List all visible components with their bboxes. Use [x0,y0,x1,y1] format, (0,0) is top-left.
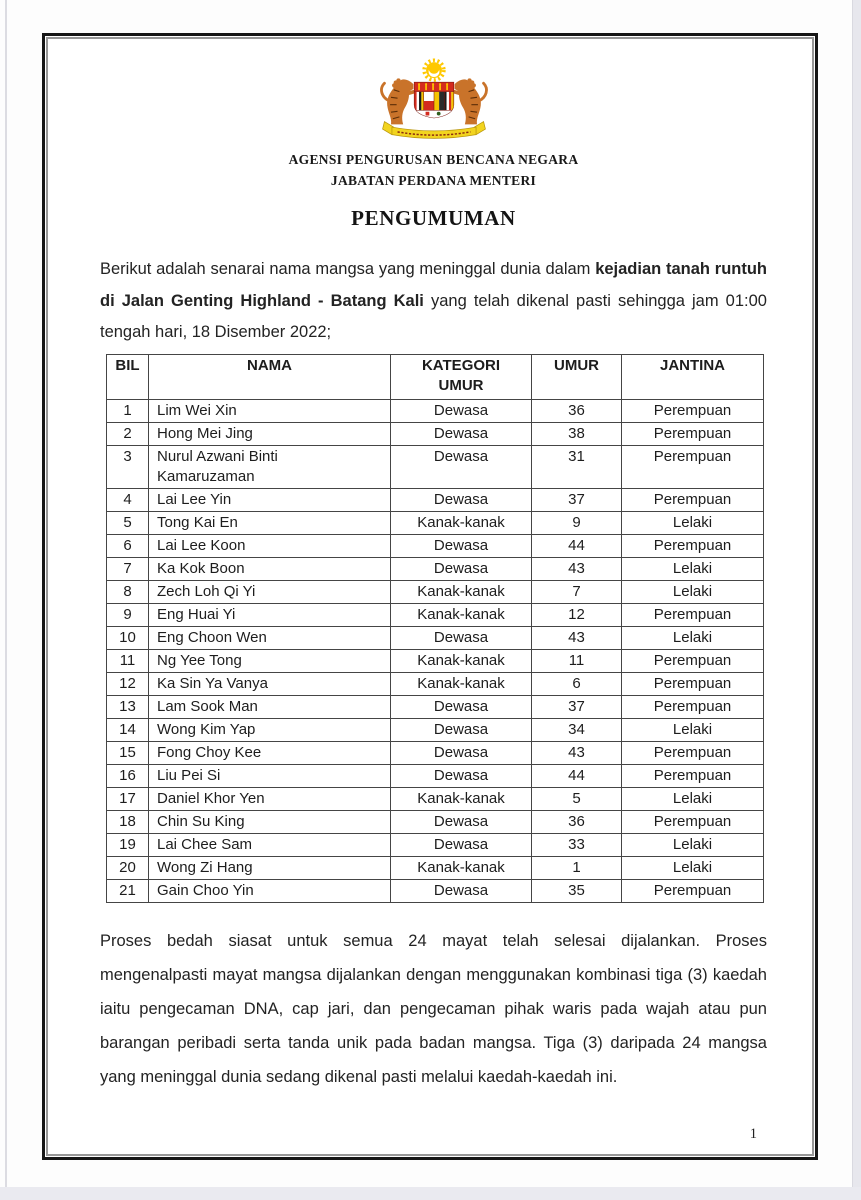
victim-name-text: Wong Kim Yap [157,720,256,738]
cell-umur: 43 [532,557,622,580]
cell-jantina: Perempuan [622,445,764,488]
cell-kategori-umur: Dewasa [391,695,532,718]
table-row [107,422,764,445]
cell-jantina: Perempuan [622,534,764,557]
victim-name-text: Liu Pei Si [157,766,221,784]
cell-nama [149,626,391,649]
cell-umur: 36 [532,810,622,833]
cell-kategori-umur: Kanak-kanak [391,511,532,534]
victim-name-text: Tong Kai En [157,513,238,531]
victim-name-text: Zech Loh Qi Yi [157,582,256,600]
cell-jantina: Lelaki [622,626,764,649]
cell-bil: 6 [107,534,149,557]
cell-kategori-umur: Dewasa [391,534,532,557]
page-border-frame [42,33,818,1160]
cell-bil: 8 [107,580,149,603]
cell-bil: 10 [107,626,149,649]
victims-table-body [107,399,764,902]
table-row [107,603,764,626]
table-row [107,856,764,879]
cell-nama [149,856,391,879]
intro-text-before: Berikut adalah senarai nama mangsa yang meninggal dunia dalam [100,260,596,278]
cell-jantina: Lelaki [622,557,764,580]
cell-jantina: Perempuan [622,810,764,833]
cell-kategori-umur: Dewasa [391,445,532,488]
cell-kategori-umur: Kanak-kanak [391,787,532,810]
cell-nama [149,879,391,902]
table-row [107,764,764,787]
cell-umur: 43 [532,741,622,764]
cell-jantina: Lelaki [622,718,764,741]
table-row [107,649,764,672]
cell-jantina: Perempuan [622,764,764,787]
victim-name-text: Lam Sook Man [157,697,258,715]
cell-umur: 37 [532,488,622,511]
cell-nama [149,534,391,557]
cell-nama [149,764,391,787]
cell-jantina: Perempuan [622,672,764,695]
cell-umur: 9 [532,511,622,534]
victim-name-text: Ng Yee Tong [157,651,242,669]
cell-bil: 19 [107,833,149,856]
intro-paragraph [100,254,767,349]
table-row [107,511,764,534]
cell-bil: 7 [107,557,149,580]
table-row [107,557,764,580]
cell-jantina: Lelaki [622,787,764,810]
intro-text-after: yang telah dikenal pasti sehingga jam 01:00 tengah hari, 18 Disember 2022; [100,291,767,341]
cell-umur: 38 [532,422,622,445]
table-row [107,787,764,810]
cell-jantina: Lelaki [622,833,764,856]
table-row [107,488,764,511]
cell-jantina: Perempuan [622,879,764,902]
cell-umur: 35 [532,879,622,902]
header-kategori-umur [391,354,532,399]
cell-umur: 34 [532,718,622,741]
cell-jantina: Lelaki [622,580,764,603]
agency-name-block [100,149,767,191]
malaysia-coat-of-arms-icon [371,58,497,144]
table-row [107,695,764,718]
victim-name-text: Gain Choo Yin [157,881,254,899]
page-title: PENGUMUMAN [351,206,516,230]
cell-kategori-umur: Kanak-kanak [391,580,532,603]
cell-bil: 16 [107,764,149,787]
cell-umur: 37 [532,695,622,718]
cell-jantina: Perempuan [622,603,764,626]
cell-umur: 44 [532,534,622,557]
cell-bil: 20 [107,856,149,879]
header-kategori-umur-label: KATEGORI UMUR [421,356,501,394]
cell-nama [149,672,391,695]
cell-umur: 5 [532,787,622,810]
victim-name-text: Daniel Khor Yen [157,789,265,807]
cell-umur: 1 [532,856,622,879]
cell-bil: 18 [107,810,149,833]
table-row [107,626,764,649]
cell-nama [149,580,391,603]
cell-jantina: Perempuan [622,695,764,718]
cell-umur: 43 [532,626,622,649]
photo-edge-right [852,0,861,1200]
victim-name-text: Eng Huai Yi [157,605,236,623]
cell-kategori-umur: Dewasa [391,626,532,649]
cell-kategori-umur: Dewasa [391,718,532,741]
cell-nama [149,695,391,718]
cell-nama [149,741,391,764]
cell-nama [149,787,391,810]
cell-bil: 2 [107,422,149,445]
intro-text-bold: kejadian tanah runtuh di Jalan Genting Highland - Batang Kali [100,260,768,310]
victim-name-text: Lim Wei Xin [157,401,237,419]
cell-bil: 1 [107,399,149,422]
table-row [107,580,764,603]
cell-nama [149,422,391,445]
cell-nama [149,399,391,422]
cell-jantina: Lelaki [622,856,764,879]
cell-kategori-umur: Dewasa [391,399,532,422]
header-jantina: JANTINA [622,354,764,399]
header-bil: BIL [107,354,149,399]
table-row [107,672,764,695]
table-row [107,810,764,833]
cell-jantina: Perempuan [622,649,764,672]
table-row [107,445,764,488]
victim-name-text: Fong Choy Kee [157,743,262,761]
table-row [107,534,764,557]
cell-kategori-umur: Kanak-kanak [391,856,532,879]
victim-name-text: Eng Choon Wen [157,628,267,646]
victim-name-text: Hong Mei Jing [157,424,253,442]
cell-bil: 11 [107,649,149,672]
cell-kategori-umur: Dewasa [391,810,532,833]
victim-name-text: Lai Chee Sam [157,835,253,853]
cell-kategori-umur: Dewasa [391,879,532,902]
cell-umur: 31 [532,445,622,488]
table-row [107,879,764,902]
cell-kategori-umur: Dewasa [391,833,532,856]
cell-jantina: Perempuan [622,741,764,764]
page-number: 1 [749,1126,757,1142]
cell-umur: 6 [532,672,622,695]
cell-kategori-umur: Dewasa [391,488,532,511]
cell-bil: 14 [107,718,149,741]
table-header-row [107,354,764,399]
photo-edge-bottom [0,1187,861,1200]
cell-kategori-umur: Kanak-kanak [391,672,532,695]
cell-bil: 9 [107,603,149,626]
agency-name-line1: AGENSI PENGURUSAN BENCANA NEGARA [288,152,579,167]
victim-name-text: Ka Kok Boon [157,559,245,577]
victim-name-text: Nurul Azwani Binti Kamaruzaman [157,447,278,485]
cell-jantina: Perempuan [622,422,764,445]
cell-kategori-umur: Dewasa [391,557,532,580]
victim-name-text: Ka Sin Ya Vanya [157,674,268,692]
cell-nama [149,488,391,511]
cell-bil: 4 [107,488,149,511]
table-row [107,741,764,764]
header-umur: UMUR [532,354,622,399]
table-row [107,718,764,741]
cell-kategori-umur: Dewasa [391,422,532,445]
victims-table [106,354,764,903]
cell-bil: 17 [107,787,149,810]
cell-kategori-umur: Kanak-kanak [391,603,532,626]
photo-edge-left [5,0,7,1200]
cell-jantina: Perempuan [622,399,764,422]
cell-nama [149,718,391,741]
cell-bil: 15 [107,741,149,764]
cell-nama [149,810,391,833]
victim-name-text: Lai Lee Koon [157,536,246,554]
victim-name-text: Wong Zi Hang [157,858,253,876]
cell-bil: 21 [107,879,149,902]
cell-nama [149,445,391,488]
cell-jantina: Perempuan [622,488,764,511]
cell-kategori-umur: Dewasa [391,764,532,787]
cell-umur: 36 [532,399,622,422]
header-nama: NAMA [149,354,391,399]
cell-nama [149,557,391,580]
cell-bil: 3 [107,445,149,488]
victim-name-text: Chin Su King [157,812,245,830]
table-row [107,833,764,856]
table-row [107,399,764,422]
page-content [45,36,815,1157]
cell-bil: 13 [107,695,149,718]
cell-umur: 7 [532,580,622,603]
cell-jantina: Lelaki [622,511,764,534]
cell-umur: 12 [532,603,622,626]
cell-kategori-umur: Dewasa [391,741,532,764]
cell-nama [149,603,391,626]
cell-umur: 33 [532,833,622,856]
closing-paragraph: Proses bedah siasat untuk semua 24 mayat telah selesai dijalankan. Proses mengenalpasti mayat mangsa dijalankan dengan menggunakan kombinasi tiga (3) kaedah iaitu pengecaman DNA, cap jari, dan pengecaman pihak waris pada wajah atau pun barangan peribadi serta tanda unik pada badan mangsa. Tiga (3) daripada 24 mangsa yang meninggal dunia sedang dikenal pasti melalui kaedah-kaedah ini. [100,931,767,1086]
cell-bil: 5 [107,511,149,534]
cell-nama [149,833,391,856]
cell-nama [149,511,391,534]
cell-kategori-umur: Kanak-kanak [391,649,532,672]
cell-bil: 12 [107,672,149,695]
cell-umur: 11 [532,649,622,672]
victim-name-text: Lai Lee Yin [157,490,232,508]
agency-name-line2: JABATAN PERDANA MENTERI [330,173,537,188]
cell-umur: 44 [532,764,622,787]
cell-nama [149,649,391,672]
